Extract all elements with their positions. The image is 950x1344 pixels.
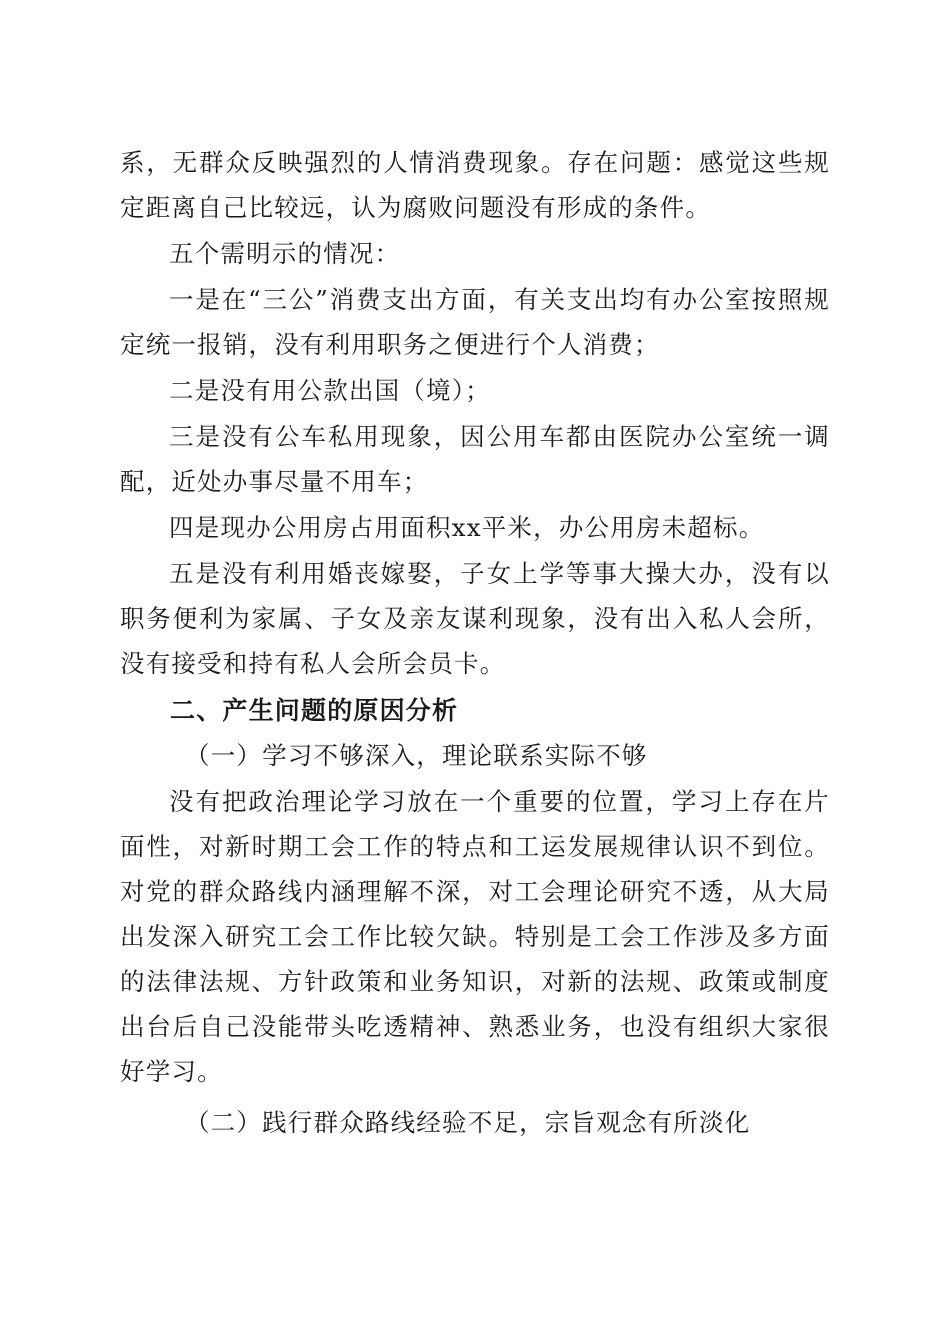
paragraph-item-two: 二是没有用公款出国（境）；: [169, 376, 491, 405]
paragraph-item-five: 五是没有利用婚丧嫁娶，子女上学等事大操大办，没有以职务便利为家属、子女及亲友谋利现象，没有出入私人会所，没有接受和持有私人会所会员卡。: [120, 559, 830, 678]
subsection-heading-two: （二）践行群众路线经验不足，宗旨观念有所淡化: [185, 1108, 751, 1137]
section-heading-cause-analysis: 二、产生问题的原因分析: [170, 696, 459, 725]
document-page: [120, 140, 830, 1145]
paragraph-continued: 系，无群众反映强烈的人情消费现象。存在问题：感觉这些规定距离自己比较远，认为腐败问题没有形成的条件。: [120, 148, 830, 222]
paragraph-study-analysis: 没有把政治理论学习放在一个重要的位置，学习上存在片面性，对新时期工会工作的特点和工运发展规律认识不到位。对党的群众路线内涵理解不深，对工会理论研究不透，从大局出发深入研究工会工作比较欠缺。特别是工会工作涉及多方面的法律法规、方针政策和业务知识，对新的法规、政策或制度出台后自己没能带头吃透精神、熟悉业务，也没有组织大家很好学习。: [120, 787, 830, 1086]
paragraph-item-four: 四是现办公用房占用面积xx平米，办公用房未超标。: [169, 513, 765, 542]
paragraph-item-three: 三是没有公车私用现象，因公用车都由医院办公室统一调配，近处办事尽量不用车；: [120, 422, 830, 496]
subsection-heading-one: （一）学习不够深入，理论联系实际不够: [185, 741, 648, 770]
paragraph-five-situations-intro: 五个需明示的情况：: [169, 239, 401, 268]
paragraph-item-one: 一是在“三公”消费支出方面，有关支出均有办公室按照规定统一报销，没有利用职务之便进行个人消费；: [120, 285, 830, 359]
